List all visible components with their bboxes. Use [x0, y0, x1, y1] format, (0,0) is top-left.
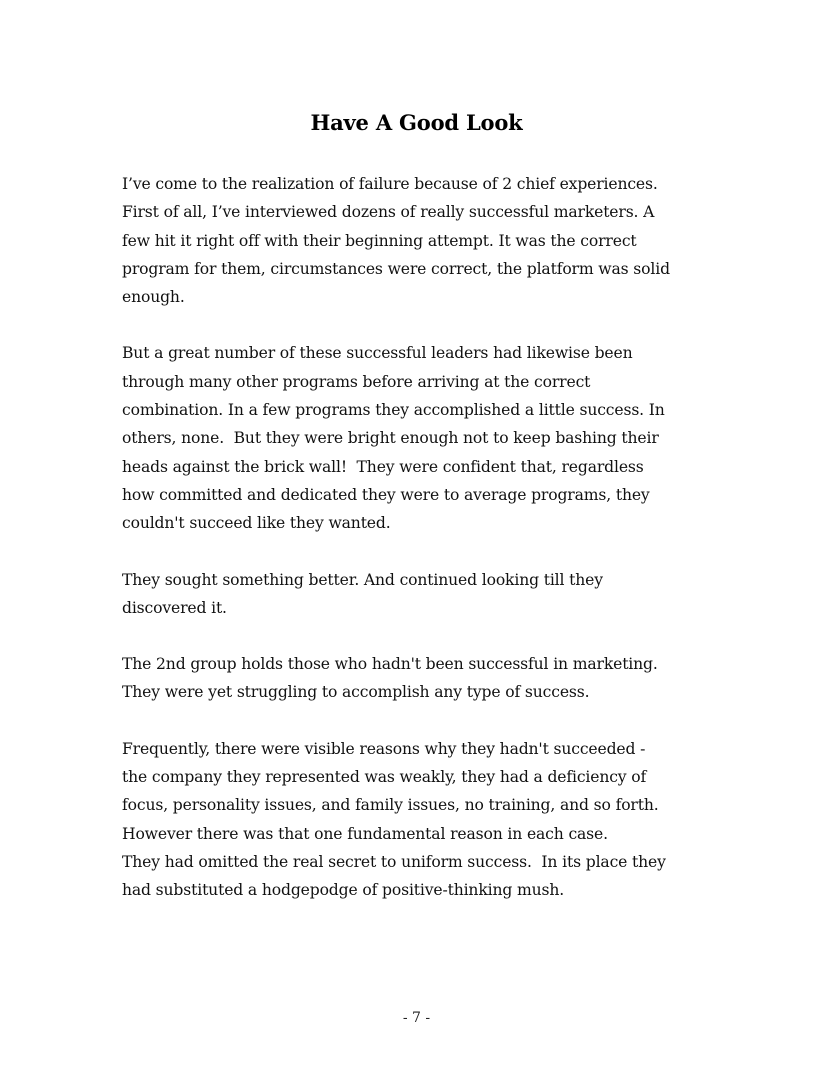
text-line: They sought something better. And continued looking till they: [122, 570, 603, 589]
page-number: - 7 -: [402, 1010, 431, 1026]
text-line: They had omitted the real secret to uniform success. In its place they: [122, 852, 666, 871]
text-line: First of all, I’ve interviewed dozens of really successful marketers. A: [122, 203, 655, 222]
text-line: The 2nd group holds those who hadn't been successful in marketing.: [122, 655, 658, 674]
text-line: couldn't succeed like they wanted.: [122, 514, 391, 533]
text-line: program for them, circumstances were correct, the platform was solid: [122, 259, 670, 278]
paragraph: [122, 650, 722, 707]
text-line: heads against the brick wall! They were confident that, regardless: [122, 457, 644, 476]
text-line: few hit it right off with their beginning attempt. It was the correct: [122, 231, 637, 250]
text-line: through many other programs before arriving at the correct: [122, 372, 591, 391]
text-line: had substituted a hodgepodge of positive-thinking mush.: [122, 881, 565, 900]
text-line: focus, personality issues, and family issues, no training, and so forth.: [122, 796, 659, 815]
paragraph: [122, 339, 722, 537]
paragraph: [122, 170, 722, 311]
text-line: They were yet struggling to accomplish any type of success.: [122, 683, 590, 702]
text-line: others, none. But they were bright enough not to keep bashing their: [122, 429, 659, 448]
paragraph: [122, 735, 722, 905]
text-line: I’ve come to the realization of failure because of 2 chief experiences.: [122, 175, 658, 193]
paragraph: [122, 566, 722, 623]
text-line: Frequently, there were visible reasons why they hadn't succeeded -: [122, 739, 646, 758]
page-title: Have A Good Look: [310, 110, 523, 136]
text-line: how committed and dedicated they were to average programs, they: [122, 485, 650, 504]
text-line: enough.: [122, 288, 185, 307]
text-line: combination. In a few programs they accomplished a little success. In: [122, 401, 665, 420]
text-line: the company they represented was weakly, they had a deficiency of: [122, 768, 647, 787]
text-line: But a great number of these successful leaders had likewise been: [122, 344, 633, 363]
text-line: discovered it.: [122, 598, 227, 617]
body-text: [122, 170, 722, 933]
text-line: However there was that one fundamental reason in each case.: [122, 824, 608, 843]
